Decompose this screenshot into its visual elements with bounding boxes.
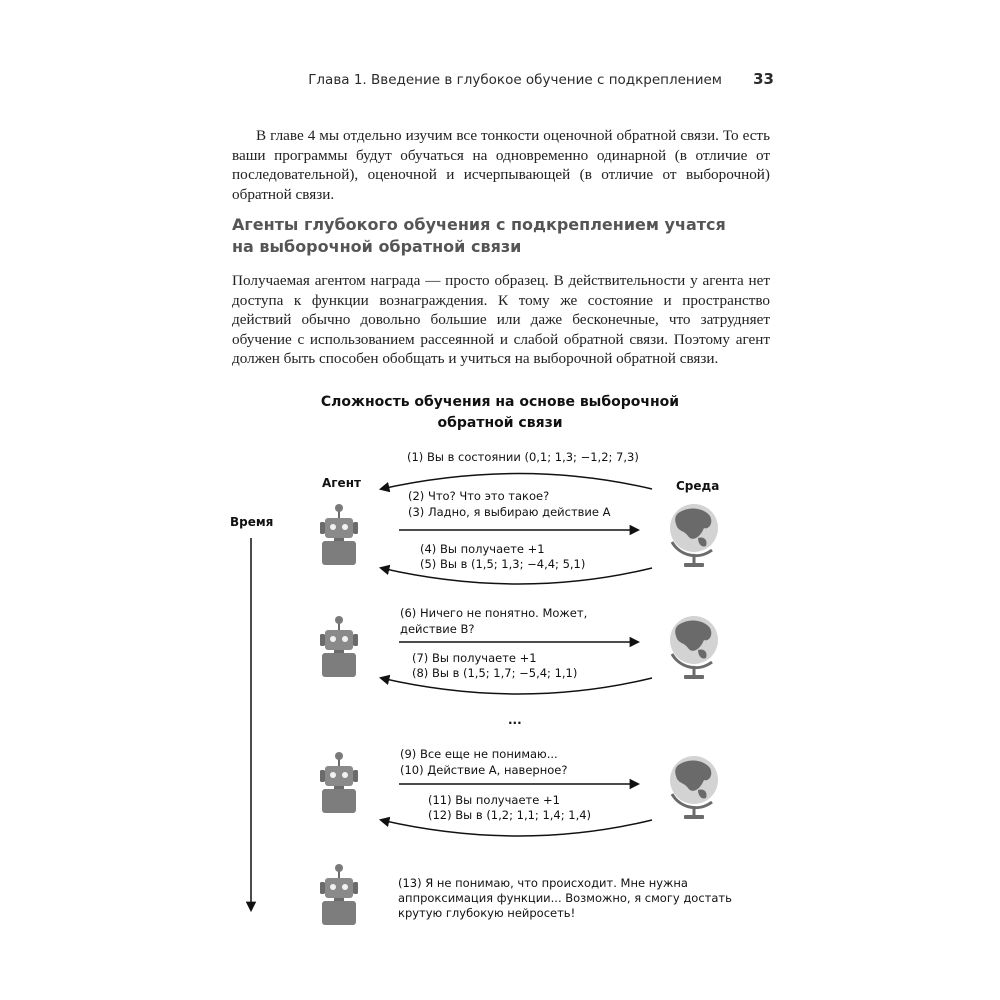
message-13-cont: аппроксимация функции... Возможно, я смогу достать	[398, 891, 732, 905]
figure-title-line-1: Сложность обучения на основе выборочной	[320, 394, 680, 410]
message-12: (12) Вы в (1,2; 1,1; 1,4; 1,4)	[428, 808, 592, 822]
message-2: (2) Что? Что это такое?	[408, 489, 550, 503]
chapter-title: Глава 1. Введение в глубокое обучение с подкреплением	[308, 72, 722, 88]
robot-icon	[320, 616, 358, 677]
message-7: (7) Вы получаете +1	[412, 651, 537, 665]
message-6: (6) Ничего не понятно. Может,	[400, 606, 588, 620]
message-3: (3) Ладно, я выбираю действие A	[408, 505, 611, 519]
message-8: (8) Вы в (1,5; 1,7; −5,4; 1,1)	[412, 666, 578, 680]
section-heading-line-2: на выборочной обратной связи	[232, 237, 522, 256]
message-13-end: крутую глубокую нейросеть!	[398, 906, 576, 920]
arc-arrow-env-to-agent	[381, 474, 652, 490]
globe-icon	[670, 756, 718, 819]
paragraph-2: Получаемая агентом награда — просто образец. В действительности у агента нет доступа к функции вознаграждения. К тому же состояние и пространство действий обычно довольно большие или даже бесконечные, что затрудняет обучение с использованием рассеянной и слабой обратной связи. Поэтому агент должен быть способен обобщать и учиться на выборочной обратной связи.	[232, 272, 770, 367]
globe-icon	[670, 616, 718, 679]
figure-title-line-2: обратной связи	[437, 415, 563, 431]
page-number: 33	[753, 70, 774, 88]
message-9: (9) Все еще не понимаю...	[400, 747, 558, 761]
agent-label: Агент	[322, 476, 361, 490]
message-1: (1) Вы в состоянии (0,1; 1,3; −1,2; 7,3)	[407, 450, 639, 464]
section-heading-line-1: Агенты глубокого обучения с подкреплением учатся	[232, 215, 726, 234]
paragraph-1: В главе 4 мы отдельно изучим все тонкости оценочной обратной связи. То есть ваши программы будут обучаться на одновременно одинарной (в отличие от последовательной), оценочной и исчерпывающей (в отличие от выборочной) обратной связи.	[232, 127, 770, 203]
message-13: (13) Я не понимаю, что происходит. Мне нужна	[398, 876, 688, 890]
message-11: (11) Вы получаете +1	[428, 793, 560, 807]
robot-icon	[320, 864, 358, 925]
message-10: (10) Действие A, наверное?	[400, 763, 568, 777]
message-6-cont: действие B?	[400, 622, 475, 636]
ellipsis: ...	[508, 713, 522, 727]
robot-icon	[320, 752, 358, 813]
message-4: (4) Вы получаете +1	[420, 542, 545, 556]
environment-label: Среда	[676, 479, 720, 493]
message-5: (5) Вы в (1,5; 1,3; −4,4; 5,1)	[420, 557, 586, 571]
time-label: Время	[230, 515, 274, 529]
globe-icon	[670, 504, 718, 567]
robot-icon	[320, 504, 358, 565]
